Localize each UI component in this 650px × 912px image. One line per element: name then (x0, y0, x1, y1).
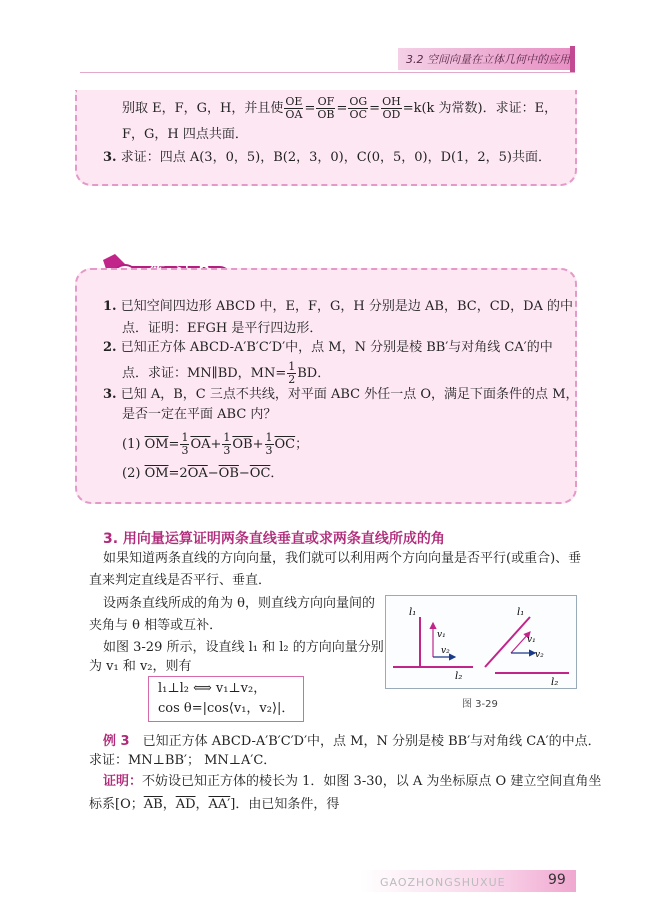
fraction: $\frac{1}{3}$ (223, 431, 231, 457)
exercise-q3-part2: (2) $\overline{OM}=2\overline{OA}-\overline{OB}-\overline{OC}$． (122, 466, 284, 481)
fraction: $\frac{1}{3}$ (265, 431, 273, 457)
proof-line1: 证明：不妨设已知正方体的棱长为 1．如图 3-30，以 A 为坐标原点 O 建立空间直角坐 (103, 774, 602, 789)
exercise-q3-line1: 3. 已知 A，B，C 三点不共线，对平面 ABC 外任一点 O，满足下面条件的点 M， (103, 387, 579, 402)
exercise-q3-line2: 是否一定在平面 ABC 内？ (122, 407, 277, 422)
exercise-q2-line2: 点．求证：MN∥BD，MN= $\frac{1}{2}$ BD． (122, 360, 331, 386)
figure-caption: 图 3-29 (462, 699, 498, 710)
box1-line2: F，G，H 四点共面． (122, 127, 248, 142)
header-rule (80, 72, 575, 73)
example-3-line1: 例 3 已知正方体 ABCD-A′B′C′D′中，点 M，N 分别是棱 BB′与对角线 CA′的中点． (103, 734, 601, 749)
fraction: $\frac{1}{3}$ (181, 431, 189, 457)
exercise-q2-line1: 2. 已知正方体 ABCD-A′B′C′D′中，点 M，N 分别是棱 BB′与对角线 CA′的中 (103, 340, 553, 355)
figure-3-29-drawing (385, 595, 575, 687)
fraction: $\frac{OE}{OA}$ (285, 95, 303, 121)
label-l1-left: l₁ (409, 607, 417, 618)
fraction: $\frac{OG}{OC}$ (349, 95, 368, 121)
section-title: 3. 用向量运算证明两条直线垂直或求两条直线所成的角 (103, 531, 445, 547)
paragraph-2-line1: 设两条直线所成的角为 θ，则直线方向向量间的 (103, 596, 375, 611)
box1-item3: 3. 求证：四点 A(3，0，5)，B(2，3，0)，C(0，5，0)，D(1，2，5)共面． (103, 150, 551, 165)
fraction: $\frac{OH}{OD}$ (382, 95, 401, 121)
label-v1-left: v₁ (437, 630, 446, 640)
label-v2-left: v₂ (441, 646, 450, 656)
label-l1-right: l₁ (517, 607, 525, 618)
footer-site: GAOZHONGSHUXUE (380, 876, 506, 889)
header-tab (570, 46, 575, 72)
line-l1-right (485, 617, 530, 667)
page-number: 99 (548, 872, 566, 888)
fraction: $\frac{OF}{OB}$ (317, 95, 335, 121)
example-3-line2: 求证：MN⊥BB′； MN⊥A′C． (89, 753, 277, 768)
exercise-q3-part1: (1) $\overline{OM}=$ $\frac{1}{3}$ $\overline{OA}+$ $\frac{1}{3}$ $\overline{OB}+$ $\frac{1}{3}$ $\overline{OC}$； (122, 431, 309, 457)
box1-line1: 别取 E，F，G，H，并且使 $\frac{OE}{OA}$ = $\frac{OF}{OB}$ = $\frac{OG}{OC}$ = $\frac{OH}{OD}$ =k(k 为常数)．求证：E， (122, 95, 558, 121)
label-v2-right: v₂ (535, 650, 544, 660)
running-header: 3.2 空间向量在立体几何中的应用 (406, 53, 570, 66)
paragraph-3-line2: 为 v₁ 和 v₂，则有 (89, 659, 192, 674)
label-l2-left: l₂ (455, 671, 463, 682)
paragraph-2-line2: 夹角与 θ 相等或互补． (89, 618, 223, 633)
label-l2-right: l₂ (551, 677, 559, 687)
exercise-q1-line2: 点．证明：EFGH 是平行四边形． (122, 321, 323, 336)
fraction: $\frac{1}{2}$ (288, 360, 296, 386)
label-v1-right: v₁ (527, 635, 536, 645)
paragraph-1-line2: 直来判定直线是否平行、垂直． (89, 573, 272, 588)
formula-cosine: cos θ=|cos⟨v₁，v₂⟩|． (158, 701, 295, 716)
exercise-q1-line1: 1. 已知空间四边形 ABCD 中，E，F，G，H 分别是边 AB，BC，CD，DA 的中 (103, 299, 574, 314)
formula-perpendicular: l₁⊥l₂ ⟺ v₁⊥v₂， (158, 681, 267, 696)
paragraph-3-line1: 如图 3-29 所示，设直线 l₁ 和 l₂ 的方向向量分别 (103, 640, 384, 655)
proof-line2: 标系[O；$\overline{AB}$，$\overline{AD}$，AA′]．由已知条件，得 (89, 797, 340, 812)
paragraph-1-line1: 如果知道两条直线的方向向量，我们就可以利用两个方向向量是否平行(或重合)、垂 (103, 551, 582, 566)
